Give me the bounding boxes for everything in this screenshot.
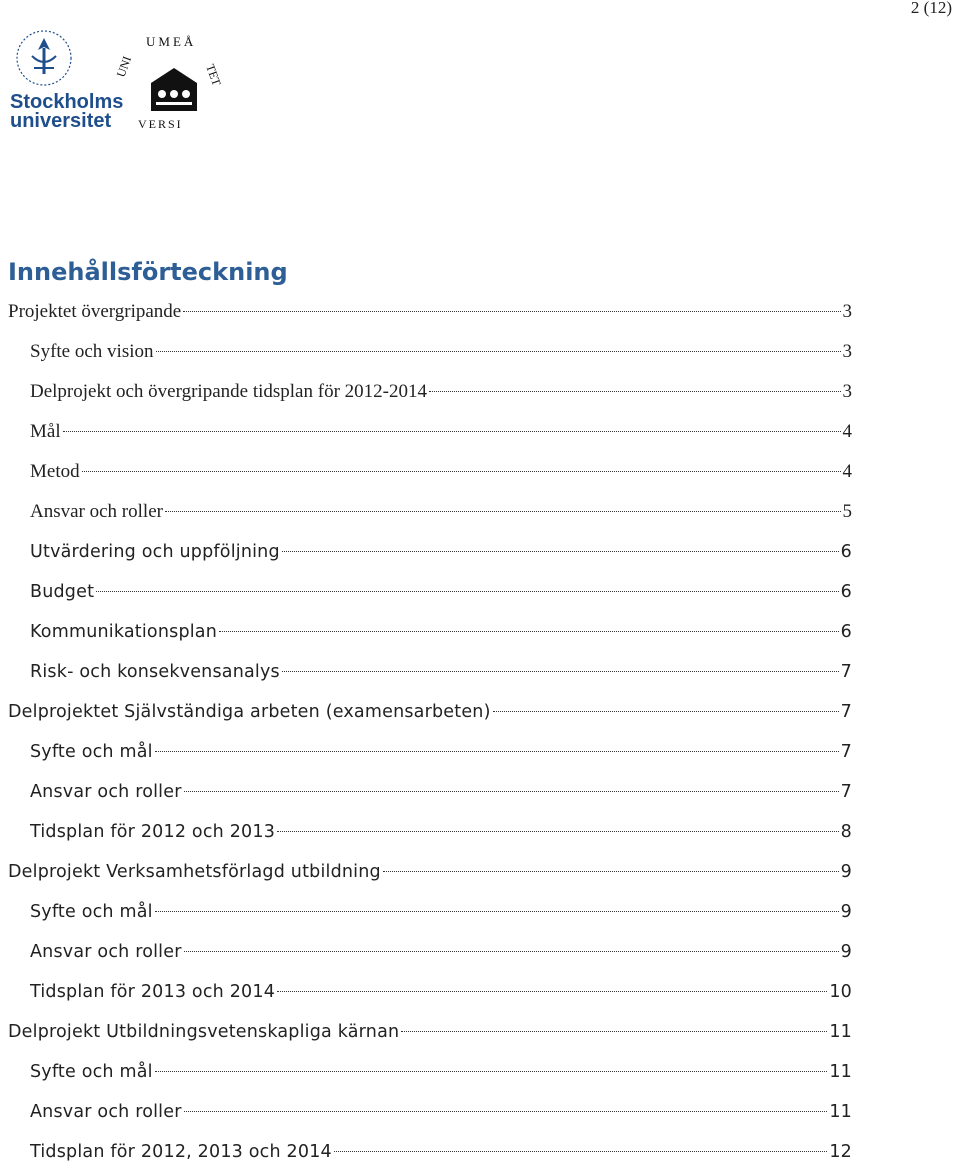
- toc-entry-label: Ansvar och roller: [30, 1102, 182, 1122]
- svg-text:universitet: universitet: [10, 110, 112, 132]
- toc-entry-label: Syfte och mål: [30, 742, 153, 762]
- toc-entry-label: Mål: [30, 421, 61, 442]
- toc-entry[interactable]: [30, 1094, 852, 1130]
- toc-entry-label: Syfte och vision: [30, 341, 154, 362]
- toc-entry-page: 7: [840, 662, 852, 682]
- toc-entry-page: 3: [842, 341, 852, 362]
- dot-leader: [82, 471, 841, 472]
- dot-leader: [184, 1111, 828, 1112]
- toc-entry[interactable]: [30, 974, 852, 1010]
- toc-entry[interactable]: [8, 854, 852, 890]
- dot-leader: [401, 1031, 827, 1032]
- toc-entry-page: 8: [840, 822, 852, 842]
- toc-entry-page: 6: [840, 582, 852, 602]
- toc-entry-page: 7: [840, 782, 852, 802]
- toc-entry-page: 6: [840, 542, 852, 562]
- toc-entry[interactable]: [30, 774, 852, 810]
- dot-leader: [96, 591, 839, 592]
- dot-leader: [282, 671, 839, 672]
- toc-entry[interactable]: [8, 294, 852, 330]
- toc-entry[interactable]: [30, 454, 852, 490]
- toc-entry-label: Syfte och mål: [30, 1062, 153, 1082]
- toc-entry[interactable]: [8, 694, 852, 730]
- dot-leader: [155, 751, 839, 752]
- toc-entry-label: Projektet övergripande: [8, 301, 182, 322]
- toc-entry-page: 9: [840, 942, 852, 962]
- dot-leader: [183, 311, 840, 312]
- university-logos: [6, 28, 236, 138]
- toc-entry-page: 10: [829, 982, 852, 1002]
- dot-leader: [429, 391, 841, 392]
- toc-entry-label: Tidsplan för 2013 och 2014: [30, 982, 276, 1002]
- toc-entry[interactable]: [30, 734, 852, 770]
- dot-leader: [184, 791, 839, 792]
- toc-entry[interactable]: [8, 1014, 852, 1050]
- dot-leader: [383, 871, 839, 872]
- toc-entry-page: 7: [840, 742, 852, 762]
- toc-entry-label: Syfte och mål: [30, 902, 153, 922]
- toc-entry[interactable]: [30, 574, 852, 610]
- umea-universitet-logo: [114, 30, 224, 131]
- svg-text:VERSI: VERSI: [138, 117, 183, 131]
- toc-entry-label: Risk- och konsekvensanalys: [30, 662, 280, 682]
- page-number: 2 (12): [910, 0, 952, 17]
- toc-entry[interactable]: [30, 334, 852, 370]
- dot-leader: [63, 431, 841, 432]
- toc-entry[interactable]: [30, 934, 852, 970]
- toc-entry-page: 9: [840, 902, 852, 922]
- toc-entry-label: Ansvar och roller: [30, 501, 163, 522]
- toc-entry-label: Delprojekt och övergripande tidsplan för 2012-2014: [30, 381, 427, 402]
- toc-entry-page: 3: [842, 301, 852, 322]
- toc-entry-page: 4: [842, 421, 852, 442]
- toc-entry-label: Tidsplan för 2012, 2013 och 2014: [30, 1142, 332, 1162]
- dot-leader: [165, 511, 841, 512]
- toc-entry[interactable]: [30, 654, 852, 690]
- dot-leader: [155, 911, 839, 912]
- toc-title: Innehållsförteckning: [8, 258, 288, 286]
- toc-entry-page: 5: [842, 501, 852, 522]
- toc-entry[interactable]: [30, 494, 852, 530]
- toc-entry-label: Ansvar och roller: [30, 942, 182, 962]
- dot-leader: [184, 951, 839, 952]
- svg-text:Stockholms: Stockholms: [10, 91, 124, 113]
- dot-leader: [277, 831, 839, 832]
- dot-leader: [334, 1151, 827, 1152]
- toc-entry[interactable]: [30, 1134, 852, 1170]
- toc-entry[interactable]: [30, 1054, 852, 1090]
- svg-text:TET: TET: [203, 62, 224, 88]
- toc-entry-page: 11: [829, 1062, 852, 1082]
- toc-entry-label: Metod: [30, 461, 80, 482]
- stockholms-universitet-logo: [10, 31, 123, 132]
- dot-leader: [282, 551, 839, 552]
- svg-text:UMEÅ: UMEÅ: [146, 34, 197, 49]
- toc-entry-page: 7: [840, 702, 852, 722]
- toc-entry[interactable]: [30, 614, 852, 650]
- dot-leader: [156, 351, 841, 352]
- toc-entry-label: Tidsplan för 2012 och 2013: [30, 822, 276, 842]
- svg-text:UNI: UNI: [113, 54, 135, 80]
- toc-entry-page: 12: [829, 1142, 852, 1162]
- toc-entry-page: 4: [842, 461, 852, 482]
- toc-entry-label: Delprojekt Utbildningsvetenskapliga kärnan: [8, 1022, 400, 1042]
- toc-entry[interactable]: [30, 894, 852, 930]
- toc-entry[interactable]: [30, 814, 852, 850]
- toc-entry[interactable]: [30, 414, 852, 450]
- toc-entry-page: 6: [840, 622, 852, 642]
- toc-entry-label: Ansvar och roller: [30, 782, 182, 802]
- toc-entry-label: Utvärdering och uppföljning: [30, 542, 280, 562]
- toc-entry-label: Delprojektet Självständiga arbeten (examensarbeten): [8, 702, 491, 722]
- toc-entry[interactable]: [30, 374, 852, 410]
- toc-entry-page: 11: [829, 1102, 852, 1122]
- toc-entry-label: Kommunikationsplan: [30, 622, 218, 642]
- dot-leader: [219, 631, 839, 632]
- dot-leader: [493, 711, 839, 712]
- dot-leader: [277, 991, 827, 992]
- toc-entry-label: Budget: [30, 582, 95, 602]
- toc-entry-page: 9: [840, 862, 852, 882]
- toc-entry-label: Delprojekt Verksamhetsförlagd utbildning: [8, 862, 381, 882]
- dot-leader: [155, 1071, 828, 1072]
- toc-entry-page: 3: [842, 381, 852, 402]
- toc-entry[interactable]: [30, 534, 852, 570]
- toc-entry-page: 11: [829, 1022, 852, 1042]
